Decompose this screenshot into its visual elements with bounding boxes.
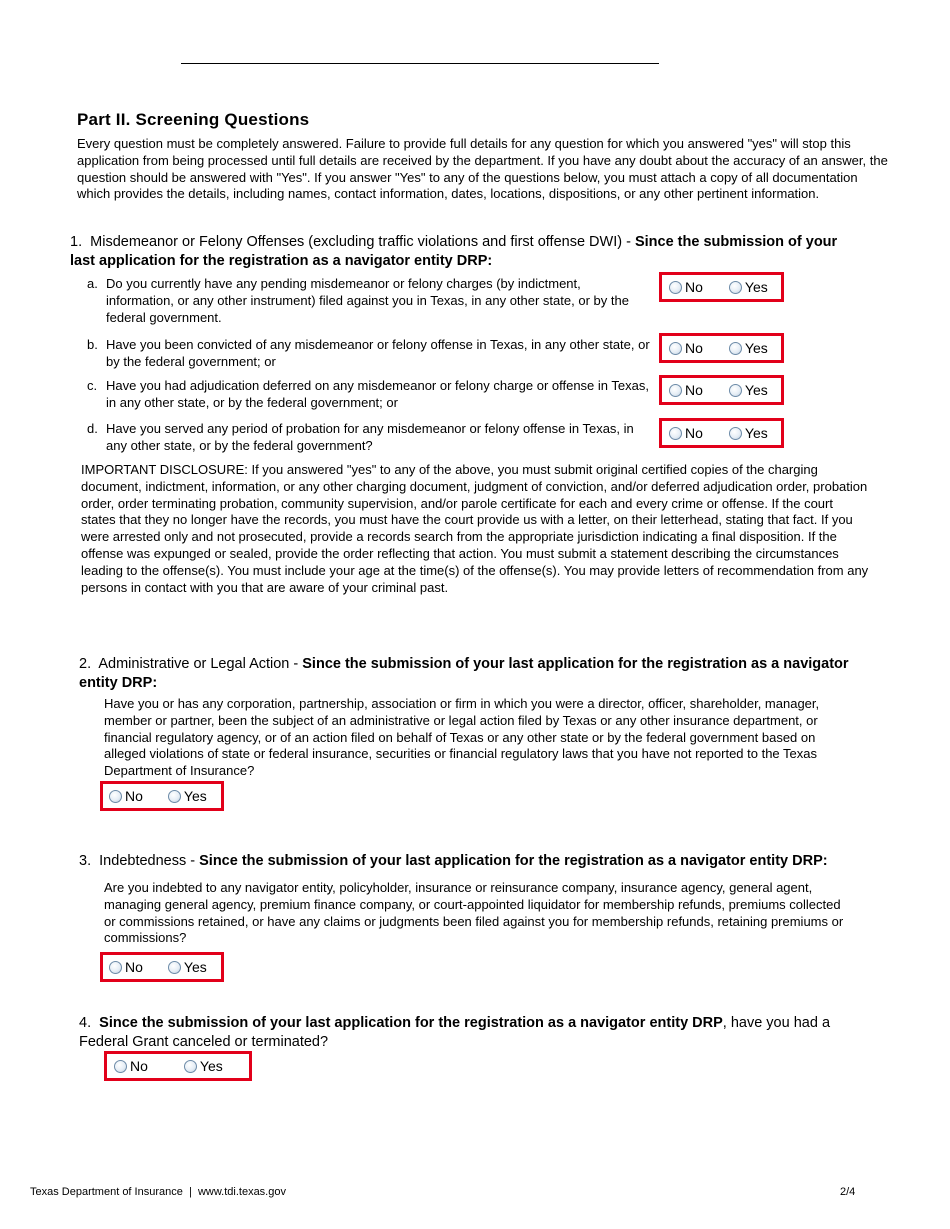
radio-no[interactable]: No bbox=[109, 959, 143, 975]
answer-group-1c bbox=[659, 375, 784, 405]
question-1c bbox=[87, 378, 651, 412]
sub-letter: a. bbox=[87, 276, 98, 291]
question-topic: Misdemeanor or Felony Offenses (excluding traffic violations and first offense DWI) - bbox=[90, 234, 635, 250]
answer-group-1a bbox=[659, 272, 784, 302]
radio-no[interactable]: No bbox=[669, 340, 703, 356]
sub-text: Have you served any period of probation for any misdemeanor or felony offense in Texas, in any other state, or by the federal government? bbox=[106, 421, 634, 453]
radio-yes[interactable]: Yes bbox=[729, 425, 768, 441]
important-disclosure: IMPORTANT DISCLOSURE: If you answered "yes" to any of the above, you must submit original certified copies of the charging document, indictment, information, or any other charging document, judgment of conviction, and/or deferred adjudication order, probation order, order terminating probation, community supervision, and/or parole certificate for each and every crime or offense. If the court states that they no longer have the records, you must have the court provide us with a letter, on their letterhead, stating that fact. If you were arrested only and not prosecuted, provide a records search from the appropriate jurisdiction indicating a final disposition. If the offense was expunged or sealed, provide the order reflecting that action. You must submit a statement describing the circumstances leading to the offense(s). You must include your age at the time(s) of the offense(s). You may provide letters of recommendation from any persons in contact with you that are aware of your criminal past. bbox=[81, 462, 869, 595]
radio-yes[interactable]: Yes bbox=[729, 279, 768, 295]
question-1-heading bbox=[70, 233, 850, 271]
radio-circle-icon[interactable] bbox=[669, 384, 682, 397]
page-title: Part II. Screening Questions bbox=[77, 110, 310, 129]
radio-no[interactable]: No bbox=[669, 425, 703, 441]
question-1d bbox=[87, 421, 651, 455]
radio-circle-icon[interactable] bbox=[669, 427, 682, 440]
sub-letter: c. bbox=[87, 378, 98, 393]
radio-no[interactable]: No bbox=[109, 788, 143, 804]
question-emphasis: Since the submission of your last application for the registration as a navigator entity DRP: bbox=[70, 234, 838, 269]
radio-circle-icon[interactable] bbox=[729, 281, 742, 294]
answer-group-4 bbox=[104, 1051, 252, 1081]
radio-circle-icon[interactable] bbox=[729, 342, 742, 355]
question-2-heading bbox=[79, 655, 849, 693]
footer-agency: Texas Department of Insurance | www.tdi.texas.gov bbox=[30, 1186, 286, 1198]
radio-no[interactable]: No bbox=[114, 1058, 148, 1074]
radio-yes[interactable]: Yes bbox=[168, 788, 207, 804]
question-1a bbox=[87, 276, 651, 326]
question-number: 2. bbox=[79, 656, 92, 672]
answer-group-2 bbox=[100, 781, 224, 811]
question-4-heading bbox=[79, 1014, 849, 1052]
radio-circle-icon[interactable] bbox=[109, 961, 122, 974]
radio-yes[interactable]: Yes bbox=[168, 959, 207, 975]
radio-yes[interactable]: Yes bbox=[729, 340, 768, 356]
question-number: 1. bbox=[70, 234, 83, 250]
sub-letter: b. bbox=[87, 337, 98, 352]
question-emphasis: Since the submission of your last application for the registration as a navigator entity DRP bbox=[99, 1015, 723, 1031]
question-1b bbox=[87, 337, 651, 371]
radio-no[interactable]: No bbox=[669, 279, 703, 295]
signature-line bbox=[181, 63, 659, 64]
radio-circle-icon[interactable] bbox=[729, 384, 742, 397]
question-2-text: Have you or has any corporation, partnership, association or firm in which you were a director, officer, shareholder, manager, member or partner, been the subject of an administrative or legal action filed by Texas or any other insurance department, or financial regulatory agency, or of an action filed on behalf of Texas or any other state or by the federal government based on alleged violations of state or federal insurance, securities or financial regulatory laws that you have not reported to the Texas Department of Insurance? bbox=[104, 696, 820, 779]
answer-group-1b bbox=[659, 333, 784, 363]
radio-circle-icon[interactable] bbox=[109, 790, 122, 803]
intro-paragraph: Every question must be completely answered. Failure to provide full details for any question for which you answered "yes" will stop this application from being processed until full details are received by the department. If you have any doubt about the accuracy of an answer, the question should be answered with "Yes". If you answer "Yes" to any of the questions below, you must attach a copy of all documentation which provides the details, including names, contact information, dates, locations, dispositions, or any other pertinent information. bbox=[77, 136, 888, 202]
question-emphasis: Since the submission of your last application for the registration as a navigator entity DRP: bbox=[79, 656, 849, 691]
page-number: 2/4 bbox=[840, 1186, 856, 1198]
sub-text: Have you had adjudication deferred on any misdemeanor or felony charge or offense in Texas, in any other state, or by the federal government; or bbox=[106, 378, 649, 410]
radio-circle-icon[interactable] bbox=[729, 427, 742, 440]
radio-circle-icon[interactable] bbox=[669, 281, 682, 294]
sub-text: Do you currently have any pending misdemeanor or felony charges (by indictment, information, or any other instrument) filed against you in Texas, in any other state, or by the federal government. bbox=[106, 276, 629, 325]
question-3-heading bbox=[79, 852, 899, 871]
question-emphasis: Since the submission of your last application for the registration as a navigator entity DRP: bbox=[199, 853, 828, 869]
question-number: 4. bbox=[79, 1015, 92, 1031]
question-number: 3. bbox=[79, 853, 92, 869]
sub-letter: d. bbox=[87, 421, 98, 436]
radio-circle-icon[interactable] bbox=[184, 1060, 197, 1073]
radio-circle-icon[interactable] bbox=[669, 342, 682, 355]
radio-yes[interactable]: Yes bbox=[729, 382, 768, 398]
radio-circle-icon[interactable] bbox=[114, 1060, 127, 1073]
answer-group-1d bbox=[659, 418, 784, 448]
radio-circle-icon[interactable] bbox=[168, 961, 181, 974]
radio-no[interactable]: No bbox=[669, 382, 703, 398]
question-topic: Administrative or Legal Action - bbox=[98, 656, 303, 672]
sub-text: Have you been convicted of any misdemeanor or felony offense in Texas, in any other state, or by the federal government; or bbox=[106, 337, 650, 369]
question-3-text: Are you indebted to any navigator entity, policyholder, insurance or reinsurance company, insurance agency, general agent, managing general agency, premium finance company, or court-appointed liquidator for membership refunds, premiums collected or commissions retained, or have any claims or judgments been filed against you for membership refunds, retaining premiums or commissions? bbox=[104, 880, 844, 946]
radio-yes[interactable]: Yes bbox=[184, 1058, 223, 1074]
question-rest: , have you had a Federal Grant canceled or terminated? bbox=[79, 1015, 831, 1050]
question-topic: Indebtedness - bbox=[99, 853, 200, 869]
radio-circle-icon[interactable] bbox=[168, 790, 181, 803]
answer-group-3 bbox=[100, 952, 224, 982]
